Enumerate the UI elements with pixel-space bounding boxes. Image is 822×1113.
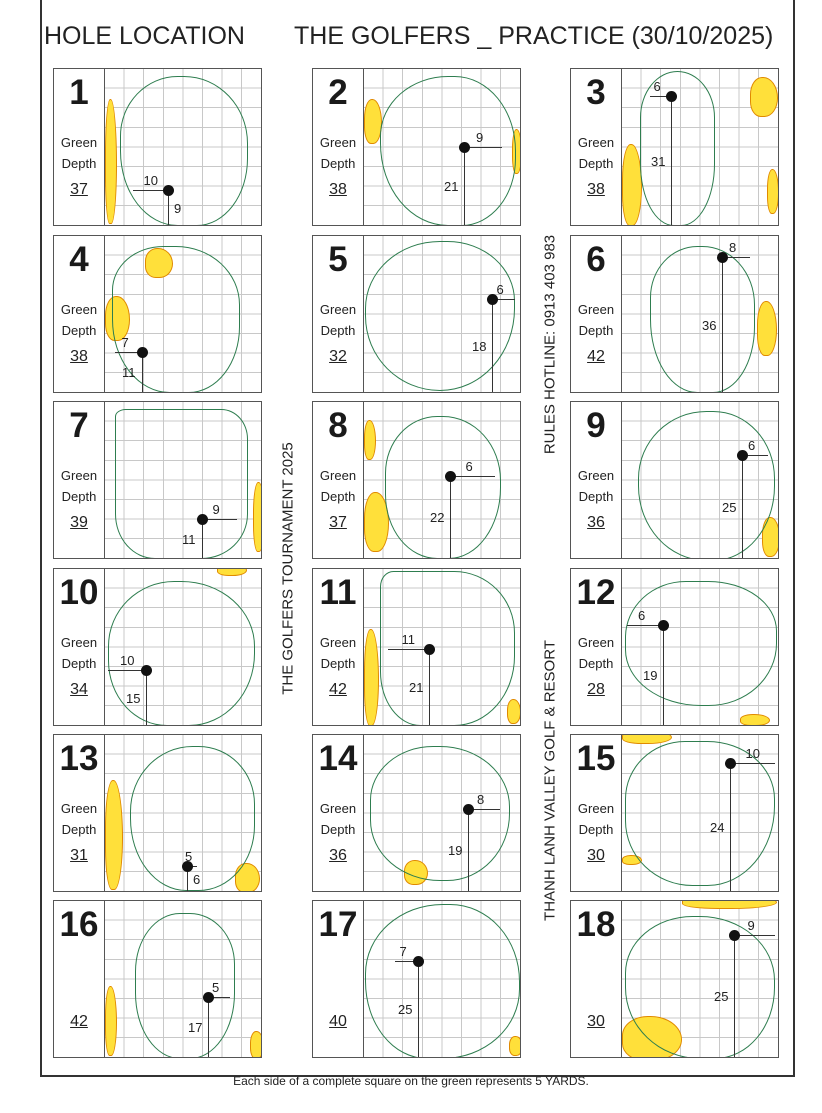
- pin-marker: [197, 514, 208, 525]
- hole-number: 5: [328, 240, 348, 279]
- hole-number: 16: [59, 905, 99, 944]
- green-label: Green: [319, 801, 357, 816]
- green-outline: [625, 581, 777, 706]
- title-event: THE GOLFERS _ PRACTICE (30/10/2025): [294, 22, 774, 50]
- hole-card-6: [570, 235, 779, 393]
- bunker: [740, 714, 770, 725]
- side-distance: 6: [465, 459, 473, 474]
- green-label: Green: [577, 302, 615, 317]
- hole-card-16: [53, 900, 262, 1058]
- side-distance: 7: [399, 944, 407, 959]
- green-grid: [364, 69, 520, 225]
- hole-info-panel: [313, 69, 364, 225]
- side-distance: 10: [143, 173, 158, 188]
- green-depth-value: 32: [329, 348, 347, 365]
- bunker: [750, 77, 778, 117]
- green-grid: [622, 735, 778, 891]
- front-distance: 15: [126, 690, 141, 706]
- green-label: Green: [60, 468, 98, 483]
- hole-card-8: [312, 401, 521, 559]
- green-label: Green: [60, 302, 98, 317]
- depth-label: Depth: [61, 489, 97, 504]
- pin-marker: [725, 758, 736, 769]
- green-outline: [365, 904, 520, 1057]
- hole-info-panel: [54, 735, 105, 891]
- front-distance: 22: [430, 510, 445, 525]
- bunker: [622, 144, 642, 225]
- front-distance-line: [418, 961, 419, 1057]
- green-depth-value: 37: [329, 514, 347, 531]
- green-label: Green: [319, 635, 357, 650]
- side-distance: 10: [120, 653, 135, 668]
- green-depth-value: 37: [70, 181, 88, 198]
- green-depth-value: 30: [587, 1013, 605, 1030]
- green-outline: [120, 76, 248, 225]
- bunker: [767, 169, 778, 214]
- front-distance: 6: [193, 871, 201, 887]
- front-distance-line: [468, 809, 469, 891]
- hotline-text: RULES HOTLINE: 0913 403 983: [541, 234, 559, 455]
- side-distance: 5: [185, 849, 193, 864]
- green-outline: [370, 746, 510, 881]
- hole-card-18: [570, 900, 779, 1058]
- bunker: [105, 99, 117, 224]
- hole-info-panel: [313, 402, 364, 558]
- green-label: Green: [60, 801, 98, 816]
- front-distance-line: [450, 476, 451, 558]
- bunker: [217, 569, 247, 576]
- hole-info-panel: [313, 901, 364, 1057]
- green-depth-value: 38: [70, 348, 88, 365]
- green-grid: [364, 236, 520, 392]
- hole-number: 10: [59, 573, 99, 612]
- hole-number: 13: [59, 739, 99, 778]
- green-depth-value: 28: [587, 681, 605, 698]
- hole-info-panel: [571, 402, 622, 558]
- side-distance: 9: [212, 502, 220, 517]
- hole-card-10: [53, 568, 262, 726]
- green-label: Green: [577, 635, 615, 650]
- green-depth-value: 42: [587, 348, 605, 365]
- pin-marker: [424, 644, 435, 655]
- depth-label: Depth: [320, 323, 356, 338]
- front-distance: 31: [651, 153, 666, 169]
- green-label: Green: [319, 135, 357, 150]
- front-distance-line: [492, 299, 493, 392]
- green-depth-value: 36: [329, 847, 347, 864]
- front-distance-line: [742, 455, 743, 558]
- green-grid: [105, 69, 261, 225]
- hole-info-panel: [313, 735, 364, 891]
- pin-marker: [717, 252, 728, 263]
- hole-card-9: [570, 401, 779, 559]
- green-outline: [640, 71, 715, 225]
- depth-label: Depth: [578, 489, 614, 504]
- front-distance-line: [464, 147, 465, 225]
- depth-label: Depth: [320, 822, 356, 837]
- depth-label: Depth: [61, 822, 97, 837]
- bunker: [105, 986, 117, 1056]
- bunker: [622, 735, 672, 744]
- front-distance: 36: [702, 317, 717, 333]
- hole-number: 8: [328, 406, 348, 445]
- side-distance: 10: [745, 746, 760, 761]
- hole-number: 7: [69, 406, 89, 445]
- green-grid: [364, 402, 520, 558]
- green-grid: [105, 735, 261, 891]
- hole-number: 14: [318, 739, 358, 778]
- depth-label: Depth: [320, 489, 356, 504]
- green-depth-value: 30: [587, 847, 605, 864]
- title-hole-location: HOLE LOCATION: [44, 22, 245, 50]
- hole-info-panel: [54, 69, 105, 225]
- resort-text: THANH LANH VALLEY GOLF & RESORT: [541, 640, 559, 921]
- green-depth-value: 42: [329, 681, 347, 698]
- hole-info-panel: [54, 901, 105, 1057]
- front-distance: 25: [398, 1002, 413, 1017]
- depth-label: Depth: [578, 156, 614, 171]
- hole-number: 1: [69, 73, 89, 112]
- hole-card-17: [312, 900, 521, 1058]
- depth-label: Depth: [61, 156, 97, 171]
- depth-label: Depth: [320, 156, 356, 171]
- hole-number: 2: [328, 73, 348, 112]
- green-depth-value: 38: [329, 181, 347, 198]
- footer-note: Each side of a complete square on the green represents 5 YARDS.: [233, 1074, 589, 1088]
- pin-marker: [163, 185, 174, 196]
- depth-label: Depth: [61, 656, 97, 671]
- pin-marker: [413, 956, 424, 967]
- depth-label: Depth: [578, 323, 614, 338]
- hole-number: 17: [318, 905, 358, 944]
- depth-label: Depth: [61, 323, 97, 338]
- green-outline: [638, 411, 775, 558]
- hole-info-panel: [571, 735, 622, 891]
- green-grid: [364, 901, 520, 1057]
- green-grid: [622, 901, 778, 1057]
- green-outline: [135, 913, 235, 1057]
- green-depth-value: 34: [70, 681, 88, 698]
- front-distance-line: [429, 649, 430, 725]
- pin-marker: [729, 930, 740, 941]
- green-label: Green: [319, 302, 357, 317]
- green-outline: [380, 76, 516, 225]
- front-distance: 19: [643, 668, 658, 683]
- green-grid: [364, 569, 520, 725]
- hole-card-1: [53, 68, 262, 226]
- side-distance-line: [450, 476, 495, 477]
- depth-label: Depth: [578, 822, 614, 837]
- depth-label: Depth: [320, 656, 356, 671]
- side-distance: 6: [496, 282, 504, 297]
- hole-card-3: [570, 68, 779, 226]
- side-distance: 6: [638, 608, 646, 623]
- front-distance-line: [142, 352, 143, 392]
- front-distance: 25: [722, 499, 737, 515]
- side-distance: 5: [212, 980, 220, 995]
- green-grid: [622, 236, 778, 392]
- green-grid: [105, 569, 261, 725]
- side-distance-line: [734, 935, 775, 936]
- side-distance-line: [730, 763, 775, 764]
- bunker: [105, 780, 123, 890]
- green-depth-value: 39: [70, 514, 88, 531]
- hole-number: 3: [586, 73, 606, 112]
- hole-card-4: [53, 235, 262, 393]
- front-distance-line: [663, 625, 664, 725]
- front-distance: 19: [448, 843, 463, 858]
- green-grid: [105, 236, 261, 392]
- hole-info-panel: [313, 236, 364, 392]
- tournament-text: THE GOLFERS TOURNAMENT 2025: [279, 442, 297, 695]
- bunker: [507, 699, 520, 724]
- bunker: [682, 901, 777, 909]
- hole-info-panel: [571, 569, 622, 725]
- green-label: Green: [577, 801, 615, 816]
- front-distance: 18: [472, 338, 487, 354]
- pin-marker: [445, 471, 456, 482]
- bunker: [364, 629, 379, 725]
- side-distance: 11: [401, 632, 415, 647]
- bunker: [364, 420, 376, 460]
- front-distance: 25: [714, 989, 729, 1004]
- hole-card-13: [53, 734, 262, 892]
- green-outline: [385, 416, 501, 558]
- front-distance: 11: [182, 531, 196, 547]
- hole-card-11: [312, 568, 521, 726]
- green-grid: [364, 735, 520, 891]
- hole-info-panel: [54, 402, 105, 558]
- hole-info-panel: [571, 69, 622, 225]
- green-outline: [625, 916, 775, 1057]
- hole-info-panel: [571, 901, 622, 1057]
- green-grid: [105, 901, 261, 1057]
- front-distance-line: [671, 96, 672, 225]
- green-depth-value: 36: [587, 514, 605, 531]
- side-distance: 8: [729, 240, 737, 255]
- green-label: Green: [577, 468, 615, 483]
- pin-marker: [463, 804, 474, 815]
- green-depth-value: 42: [70, 1013, 88, 1030]
- bunker: [253, 482, 261, 552]
- hole-card-14: [312, 734, 521, 892]
- green-grid: [622, 569, 778, 725]
- front-distance-line: [202, 519, 203, 558]
- side-distance: 7: [121, 335, 129, 350]
- hole-number: 4: [69, 240, 89, 279]
- front-distance: 21: [444, 179, 459, 194]
- hole-number: 11: [319, 573, 357, 612]
- hole-info-panel: [571, 236, 622, 392]
- hole-card-5: [312, 235, 521, 393]
- green-label: Green: [60, 135, 98, 150]
- front-distance-line: [734, 935, 735, 1057]
- side-distance: 6: [748, 438, 756, 453]
- pin-marker: [141, 665, 152, 676]
- green-depth-value: 38: [587, 181, 605, 198]
- bunker: [757, 301, 777, 356]
- hole-card-2: [312, 68, 521, 226]
- side-distance: 9: [476, 130, 484, 145]
- green-label: Green: [319, 468, 357, 483]
- hole-number: 18: [576, 905, 616, 944]
- green-outline: [130, 746, 255, 891]
- green-label: Green: [577, 135, 615, 150]
- hole-number: 12: [576, 573, 616, 612]
- front-distance-line: [730, 763, 731, 891]
- front-distance: 17: [188, 1020, 203, 1035]
- bunker: [250, 1031, 261, 1057]
- hole-info-panel: [313, 569, 364, 725]
- green-depth-value: 40: [329, 1013, 347, 1030]
- front-distance: 24: [710, 820, 725, 835]
- green-grid: [622, 402, 778, 558]
- depth-label: Depth: [578, 656, 614, 671]
- front-distance-line: [146, 670, 147, 725]
- pin-marker: [459, 142, 470, 153]
- hole-info-panel: [54, 236, 105, 392]
- green-depth-value: 31: [70, 847, 88, 864]
- hole-card-7: [53, 401, 262, 559]
- side-distance-line: [388, 649, 429, 650]
- hole-number: 6: [586, 240, 606, 279]
- side-distance: 9: [747, 918, 755, 933]
- pin-marker: [666, 91, 677, 102]
- pin-marker: [737, 450, 748, 461]
- front-distance-line: [722, 257, 723, 392]
- hole-card-12: [570, 568, 779, 726]
- bunker: [509, 1036, 520, 1056]
- side-distance: 6: [653, 79, 661, 94]
- front-distance-line: [208, 997, 209, 1057]
- hole-info-panel: [54, 569, 105, 725]
- hole-card-15: [570, 734, 779, 892]
- green-outline: [380, 571, 515, 725]
- front-distance: 9: [174, 200, 182, 216]
- hole-number: 9: [586, 406, 606, 445]
- green-grid: [622, 69, 778, 225]
- green-label: Green: [60, 635, 98, 650]
- side-distance: 8: [477, 792, 485, 807]
- pin-marker: [658, 620, 669, 631]
- front-distance: 11: [122, 365, 136, 380]
- hole-number: 15: [576, 739, 616, 778]
- front-distance: 21: [409, 680, 424, 695]
- side-distance-line: [464, 147, 502, 148]
- green-grid: [105, 402, 261, 558]
- pin-marker: [137, 347, 148, 358]
